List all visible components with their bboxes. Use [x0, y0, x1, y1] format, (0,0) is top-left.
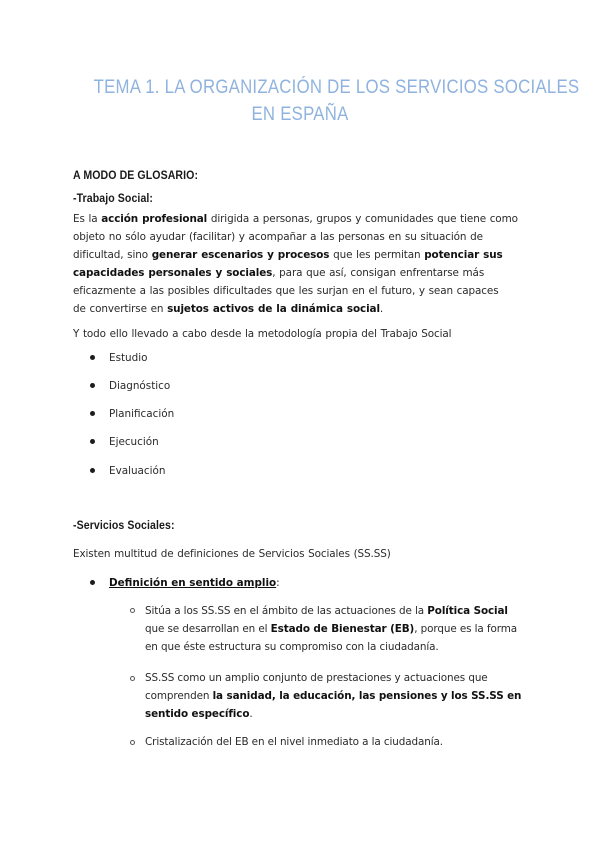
circle-bullet-icon — [130, 676, 135, 681]
definition-line — [73, 246, 525, 264]
bullet-dot-icon — [90, 468, 95, 473]
sub-list-item — [145, 733, 525, 751]
text-run: . — [379, 303, 384, 315]
emphasis-estado-bienestar: Estado de Bienestar (EB) — [270, 623, 415, 635]
emphasis-sujetos-activos: sujetos activos de la dinámica social — [167, 303, 380, 315]
bullet-dot-icon — [90, 439, 95, 444]
broad-definition-colon: : — [276, 577, 280, 589]
list-item-text: Diagnóstico — [109, 380, 171, 392]
sub-item-line: en que éste estructura su compromiso con la ciudadanía. — [145, 641, 439, 653]
title-line-1: TEMA 1. LA ORGANIZACIÓN DE LOS SERVICIOS SOCIALES — [93, 76, 580, 98]
text-run: Sitúa a los SS.SS en el ámbito de las actuaciones de la — [145, 605, 428, 617]
servicios-sociales-intro — [73, 545, 525, 563]
broad-definition-item — [90, 576, 280, 590]
methodology-intro — [73, 325, 525, 343]
list-item — [90, 379, 170, 393]
list-item — [90, 435, 159, 449]
definition-line — [73, 264, 525, 282]
emphasis-sentido-especifico: sentido específico — [145, 708, 250, 720]
text-run: comprenden — [145, 690, 213, 702]
emphasis-generar-escenarios: generar escenarios y procesos — [151, 249, 330, 261]
trabajo-social-definition — [73, 210, 525, 318]
sub-item-line — [145, 620, 525, 638]
sub-item-line — [145, 687, 525, 705]
text-run: que les permitan — [329, 249, 425, 261]
title-line-2: EN ESPAÑA — [251, 103, 349, 125]
definition-line: objeto no sólo ayudar (facilitar) y acompañar a las personas en su situación de — [73, 231, 483, 243]
emphasis-potenciar: potenciar sus — [424, 249, 503, 261]
bullet-dot-icon — [90, 383, 95, 388]
emphasis-sanidad-educacion: la sanidad, la educación, las pensiones y los SS.SS en — [212, 690, 522, 702]
text-run: de convertirse en — [73, 303, 168, 315]
glossary-heading: A MODO DE GLOSARIO: — [73, 168, 199, 182]
list-item — [90, 464, 165, 478]
sub-item-line — [145, 705, 525, 723]
list-item — [90, 407, 174, 421]
text-run: dificultad, sino — [73, 249, 152, 261]
sub-list-item — [145, 602, 525, 656]
broad-definition-label: Definición en sentido amplio — [109, 577, 277, 589]
circle-bullet-icon — [130, 740, 135, 745]
text-run: Es la — [73, 213, 102, 225]
sub-item-line: Cristalización del EB en el nivel inmediato a la ciudadanía. — [145, 736, 444, 748]
definition-line — [73, 300, 525, 318]
document-title — [93, 74, 580, 128]
text-run: , para que así, consigan enfrentarse más — [272, 267, 485, 279]
definition-line — [73, 210, 525, 228]
sub-item-line — [145, 602, 525, 620]
list-item-text: Estudio — [109, 352, 148, 364]
intro-text: Existen multitud de definiciones de Servicios Sociales (SS.SS) — [73, 548, 391, 560]
list-item — [90, 351, 147, 365]
list-item-text: Evaluación — [109, 465, 166, 477]
trabajo-social-heading: -Trabajo Social: — [73, 191, 154, 205]
sub-list-item — [145, 669, 525, 723]
list-item-text: Planificación — [109, 408, 175, 420]
bullet-dot-icon — [90, 580, 95, 585]
servicios-sociales-heading: -Servicios Sociales: — [73, 518, 175, 532]
bullet-dot-icon — [90, 355, 95, 360]
text-run: . — [249, 708, 253, 720]
definition-line: eficazmente a las posibles dificultades que les surjan en el futuro, y sean capaces — [73, 285, 499, 297]
emphasis-capacidades: capacidades personales y sociales — [73, 267, 273, 279]
text-run: dirigida a personas, grupos y comunidades que tiene como — [207, 213, 518, 225]
emphasis-accion-profesional: acción profesional — [101, 213, 208, 225]
text-run: que se desarrollan en el — [145, 623, 271, 635]
text-run: , porque es la forma — [414, 623, 517, 635]
bullet-dot-icon — [90, 411, 95, 416]
list-item-text: Ejecución — [109, 436, 159, 448]
emphasis-politica-social: Política Social — [427, 605, 508, 617]
methodology-intro-text: Y todo ello llevado a cabo desde la metodología propia del Trabajo Social — [73, 328, 452, 340]
sub-item-line: SS.SS como un amplio conjunto de prestaciones y actuaciones que — [145, 672, 488, 684]
circle-bullet-icon — [130, 608, 135, 613]
